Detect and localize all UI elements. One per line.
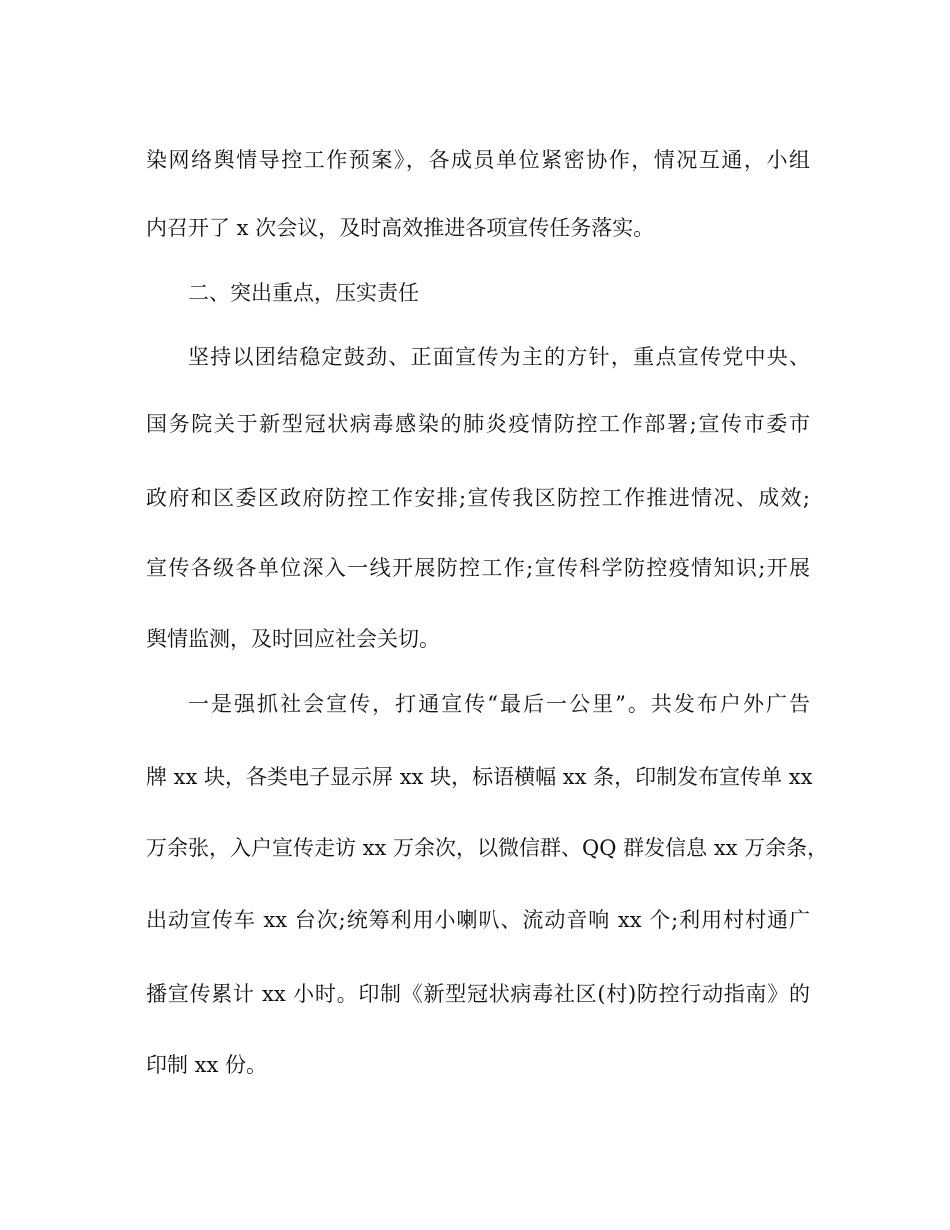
body-text-line: 一是强抓社会宣传，打通宣传“最后一公里”。共发布户外广告 [188,692,810,716]
section-heading: 二、突出重点，压实责任 [188,281,419,305]
body-text-line: 坚持以团结稳定鼓劲、正面宣传为主的方针，重点宣传党中央、 [188,345,810,369]
body-text-line: 染网络舆情导控工作预案》，各成员单位紧密协作，情况互通，小组 [146,148,810,172]
body-text-line: 出动宣传车 xx 台次;统筹利用小喇叭、流动音响 xx 个;利用村村通广 [146,908,810,932]
body-text-line: 舆情监测，及时回应社会关切。 [146,627,440,651]
body-text-line: 政府和区委区政府防控工作安排;宣传我区防控工作推进情况、成效; [146,486,810,510]
body-text-line: 印制 xx 份。 [146,1053,268,1077]
body-text-line: 万余张，入户宣传走访 xx 万余次，以微信群、QQ 群发信息 xx 万余条， [146,836,829,860]
body-text-line: 播宣传累计 xx 小时。印制《新型冠状病毒社区(村)防控行动指南》的 [146,982,810,1006]
body-text-line: 内召开了 x 次会议，及时高效推进各项宣传任务落实。 [146,216,655,240]
body-text-line: 牌 xx 块，各类电子显示屏 xx 块，标语横幅 xx 条，印制发布宣传单 xx [146,765,813,789]
body-text-line: 宣传各级各单位深入一线开展防控工作;宣传科学防控疫情知识;开展 [146,556,810,580]
body-text-line: 国务院关于新型冠状病毒感染的肺炎疫情防控工作部署;宣传市委市 [146,412,810,436]
